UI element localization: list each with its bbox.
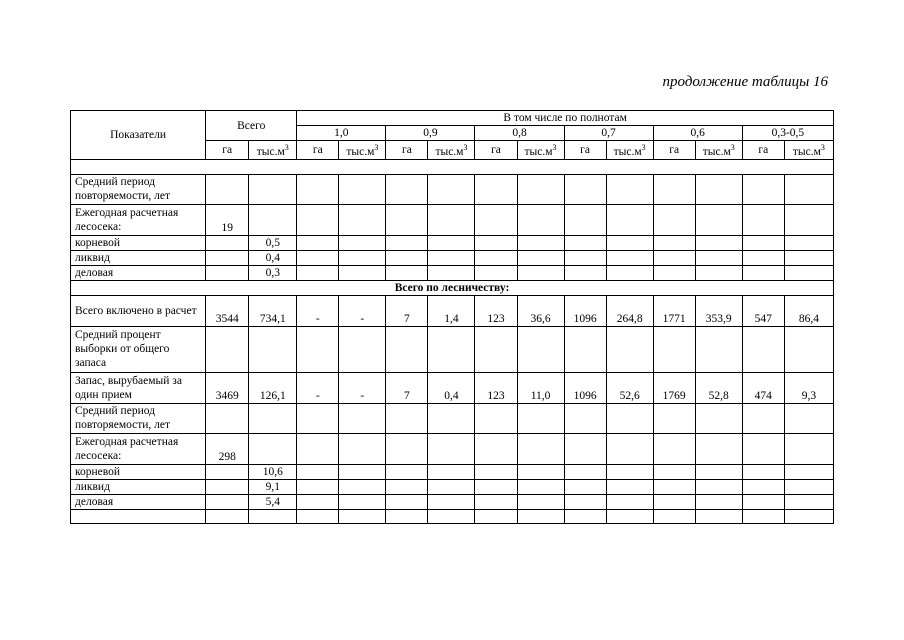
unit-volume-exponent: 3 [463, 143, 468, 152]
data-cell [517, 250, 564, 265]
data-cell: 9,1 [249, 479, 297, 494]
empty-cell [475, 509, 517, 523]
unit-volume-header [784, 141, 833, 160]
table-row [71, 372, 834, 403]
data-cell [742, 265, 784, 280]
data-cell [517, 265, 564, 280]
data-cell [339, 326, 386, 372]
data-cell: 11,0 [517, 372, 564, 403]
forestry-table [70, 110, 834, 524]
table-row [71, 204, 834, 235]
data-cell: 0,4 [428, 372, 475, 403]
data-cell [695, 403, 742, 433]
row-label: Средний период повторяемости, лет [71, 174, 206, 204]
density-header: 0,6 [653, 126, 742, 141]
data-cell [297, 326, 339, 372]
data-cell [206, 403, 249, 433]
data-cell [297, 250, 339, 265]
data-cell [517, 433, 564, 464]
data-cell [695, 479, 742, 494]
data-cell [475, 250, 517, 265]
empty-cell [784, 509, 833, 523]
data-cell [606, 235, 653, 250]
unit-volume-exponent: 3 [820, 143, 825, 152]
data-cell: 0,4 [249, 250, 297, 265]
row-label: Средний период повторяемости, лет [71, 403, 206, 433]
total-header: Всего [206, 111, 297, 141]
data-cell [606, 204, 653, 235]
data-cell [339, 235, 386, 250]
data-cell [297, 479, 339, 494]
data-cell [297, 235, 339, 250]
unit-ha-header: га [206, 141, 249, 160]
unit-volume-header [517, 141, 564, 160]
data-cell: 123 [475, 295, 517, 326]
data-cell [339, 433, 386, 464]
row-label: Всего включено в расчет [71, 295, 206, 326]
data-cell [517, 403, 564, 433]
data-cell [695, 433, 742, 464]
data-cell [784, 464, 833, 479]
table-row [71, 403, 834, 433]
data-cell [606, 403, 653, 433]
data-cell [297, 433, 339, 464]
data-cell [428, 204, 475, 235]
empty-cell [695, 509, 742, 523]
data-cell: 5,4 [249, 494, 297, 509]
row-label: корневой [71, 464, 206, 479]
section-row [71, 280, 834, 295]
data-cell: 298 [206, 433, 249, 464]
data-cell [475, 235, 517, 250]
data-cell [428, 235, 475, 250]
empty-cell [653, 509, 695, 523]
row-label: деловая [71, 494, 206, 509]
data-cell [386, 433, 428, 464]
table-caption: продолжение таблицы 16 [662, 74, 828, 90]
data-cell [339, 479, 386, 494]
table-row [71, 326, 834, 372]
data-cell: - [339, 372, 386, 403]
data-cell: 547 [742, 295, 784, 326]
row-label: Средний процент выборки от общего запаса [71, 326, 206, 372]
data-cell [742, 235, 784, 250]
data-cell [517, 326, 564, 372]
data-cell [564, 464, 606, 479]
data-cell [475, 494, 517, 509]
empty-row [71, 509, 834, 523]
table-row [71, 235, 834, 250]
data-cell [742, 433, 784, 464]
data-cell [475, 403, 517, 433]
data-cell [742, 326, 784, 372]
data-cell: 126,1 [249, 372, 297, 403]
data-cell [428, 265, 475, 280]
unit-volume-header [428, 141, 475, 160]
data-cell: 0,5 [249, 235, 297, 250]
data-cell [606, 464, 653, 479]
unit-ha-header: га [742, 141, 784, 160]
data-cell: 1096 [564, 295, 606, 326]
data-cell: 123 [475, 372, 517, 403]
data-cell [386, 235, 428, 250]
table-row [71, 494, 834, 509]
data-cell [606, 250, 653, 265]
table-row [71, 250, 834, 265]
empty-cell [339, 509, 386, 523]
data-cell: 0,3 [249, 265, 297, 280]
data-cell [339, 174, 386, 204]
data-cell [695, 204, 742, 235]
data-cell [695, 174, 742, 204]
data-cell [297, 265, 339, 280]
data-cell [517, 479, 564, 494]
data-cell [564, 174, 606, 204]
data-cell [428, 433, 475, 464]
empty-cell [71, 509, 206, 523]
data-cell [695, 494, 742, 509]
data-cell [297, 403, 339, 433]
data-cell [606, 433, 653, 464]
data-cell [428, 403, 475, 433]
data-cell: 1769 [653, 372, 695, 403]
data-cell [695, 464, 742, 479]
data-cell: 353,9 [695, 295, 742, 326]
data-cell [606, 326, 653, 372]
unit-ha-header: га [386, 141, 428, 160]
data-cell [742, 479, 784, 494]
indicators-header: Показатели [71, 111, 206, 160]
including-header: В том числе по полнотам [297, 111, 834, 126]
data-cell [206, 265, 249, 280]
unit-ha-header: га [297, 141, 339, 160]
data-cell [297, 494, 339, 509]
data-cell: 10,6 [249, 464, 297, 479]
data-cell [475, 265, 517, 280]
data-cell: 7 [386, 295, 428, 326]
row-label: корневой [71, 235, 206, 250]
data-cell [606, 494, 653, 509]
data-cell [653, 326, 695, 372]
data-cell [564, 433, 606, 464]
data-cell: 36,6 [517, 295, 564, 326]
data-cell [695, 235, 742, 250]
data-cell [742, 464, 784, 479]
unit-volume-header [339, 141, 386, 160]
data-cell [428, 494, 475, 509]
empty-cell [297, 509, 339, 523]
data-cell [606, 265, 653, 280]
data-cell: - [297, 372, 339, 403]
data-cell [475, 204, 517, 235]
unit-volume-text: тыс.м [435, 145, 464, 158]
unit-volume-text: тыс.м [702, 145, 731, 158]
row-label: Ежегодная расчетная лесосека: [71, 204, 206, 235]
data-cell [564, 265, 606, 280]
row-label: ликвид [71, 479, 206, 494]
data-cell [564, 403, 606, 433]
data-cell: 1771 [653, 295, 695, 326]
data-cell [606, 479, 653, 494]
data-cell [297, 204, 339, 235]
data-cell [428, 464, 475, 479]
data-cell: 86,4 [784, 295, 833, 326]
row-label: Запас, вырубаемый за один прием [71, 372, 206, 403]
empty-cell [249, 509, 297, 523]
empty-cell [386, 509, 428, 523]
unit-volume-text: тыс.м [613, 145, 642, 158]
data-cell: 52,6 [606, 372, 653, 403]
data-cell [564, 494, 606, 509]
unit-ha-header: га [475, 141, 517, 160]
data-cell [249, 403, 297, 433]
data-cell [653, 433, 695, 464]
data-cell [428, 174, 475, 204]
section-title: Всего по лесничеству: [71, 280, 834, 295]
data-cell [653, 403, 695, 433]
row-label: Ежегодная расчетная лесосека: [71, 433, 206, 464]
unit-volume-exponent: 3 [284, 143, 289, 152]
spacer-row [71, 159, 834, 174]
data-cell [517, 464, 564, 479]
data-cell [206, 250, 249, 265]
unit-ha-header: га [564, 141, 606, 160]
empty-cell [742, 509, 784, 523]
spacer-cell [71, 159, 834, 174]
data-cell [386, 403, 428, 433]
empty-cell [606, 509, 653, 523]
data-cell [386, 174, 428, 204]
data-cell [695, 265, 742, 280]
data-cell [206, 326, 249, 372]
data-cell [784, 479, 833, 494]
data-cell [517, 235, 564, 250]
data-cell [249, 204, 297, 235]
data-cell [695, 250, 742, 265]
data-cell [517, 174, 564, 204]
data-cell [297, 464, 339, 479]
data-cell [339, 494, 386, 509]
data-cell [428, 250, 475, 265]
data-cell: 474 [742, 372, 784, 403]
data-cell [517, 494, 564, 509]
empty-cell [517, 509, 564, 523]
data-cell [784, 235, 833, 250]
data-cell [428, 479, 475, 494]
data-cell [653, 174, 695, 204]
data-cell [386, 494, 428, 509]
data-cell [206, 174, 249, 204]
empty-cell [206, 509, 249, 523]
unit-ha-header: га [653, 141, 695, 160]
row-label: ликвид [71, 250, 206, 265]
table-row [71, 174, 834, 204]
data-cell: 19 [206, 204, 249, 235]
header-row-1 [71, 111, 834, 126]
data-cell [784, 326, 833, 372]
data-cell [742, 250, 784, 265]
unit-volume-exponent: 3 [641, 143, 646, 152]
unit-volume-text: тыс.м [524, 145, 553, 158]
data-cell [249, 433, 297, 464]
data-cell [339, 403, 386, 433]
table-row [71, 265, 834, 280]
data-cell [339, 250, 386, 265]
unit-volume-exponent: 3 [552, 143, 557, 152]
data-cell [206, 235, 249, 250]
data-cell [339, 265, 386, 280]
unit-volume-header [695, 141, 742, 160]
data-cell: - [339, 295, 386, 326]
data-cell [742, 204, 784, 235]
data-cell: 734,1 [249, 295, 297, 326]
data-cell [386, 479, 428, 494]
data-cell [475, 433, 517, 464]
data-cell: 3469 [206, 372, 249, 403]
data-cell [784, 174, 833, 204]
data-cell [206, 479, 249, 494]
data-cell [386, 464, 428, 479]
data-cell [517, 204, 564, 235]
density-header: 0,8 [475, 126, 564, 141]
unit-volume-header [249, 141, 297, 160]
empty-cell [428, 509, 475, 523]
data-cell [386, 326, 428, 372]
unit-volume-text: тыс.м [346, 145, 375, 158]
data-cell [206, 494, 249, 509]
data-cell [386, 250, 428, 265]
data-cell [784, 250, 833, 265]
data-cell [653, 494, 695, 509]
data-cell [475, 479, 517, 494]
data-cell: 1096 [564, 372, 606, 403]
data-cell [653, 464, 695, 479]
data-cell [564, 479, 606, 494]
data-cell [606, 174, 653, 204]
data-cell [564, 326, 606, 372]
unit-volume-exponent: 3 [374, 143, 379, 152]
data-cell [564, 235, 606, 250]
data-cell [475, 174, 517, 204]
data-cell [206, 464, 249, 479]
data-cell [564, 250, 606, 265]
data-cell [386, 204, 428, 235]
density-header: 1,0 [297, 126, 386, 141]
data-cell: 7 [386, 372, 428, 403]
data-cell [742, 494, 784, 509]
data-cell [653, 479, 695, 494]
table-row [71, 295, 834, 326]
data-cell [475, 326, 517, 372]
data-cell: 1,4 [428, 295, 475, 326]
data-cell [653, 235, 695, 250]
data-cell [475, 464, 517, 479]
empty-cell [564, 509, 606, 523]
data-cell [742, 403, 784, 433]
data-cell [784, 494, 833, 509]
data-cell [653, 265, 695, 280]
table-row [71, 479, 834, 494]
data-cell [742, 174, 784, 204]
unit-volume-header [606, 141, 653, 160]
unit-volume-text: тыс.м [256, 145, 285, 158]
data-cell: 52,8 [695, 372, 742, 403]
data-cell: 3544 [206, 295, 249, 326]
table-row [71, 464, 834, 479]
data-cell [297, 174, 339, 204]
data-cell [695, 326, 742, 372]
row-label: деловая [71, 265, 206, 280]
data-cell [653, 204, 695, 235]
data-cell [564, 204, 606, 235]
table-row [71, 433, 834, 464]
density-header: 0,9 [386, 126, 475, 141]
data-cell [784, 433, 833, 464]
data-cell [386, 265, 428, 280]
data-cell [784, 204, 833, 235]
data-cell [339, 204, 386, 235]
data-cell [339, 464, 386, 479]
data-cell [653, 250, 695, 265]
density-header: 0,3-0,5 [742, 126, 833, 141]
data-cell [784, 403, 833, 433]
unit-volume-exponent: 3 [730, 143, 735, 152]
data-cell [249, 326, 297, 372]
data-cell: 264,8 [606, 295, 653, 326]
data-cell: - [297, 295, 339, 326]
unit-volume-text: тыс.м [792, 145, 821, 158]
data-cell: 9,3 [784, 372, 833, 403]
data-cell [428, 326, 475, 372]
density-header: 0,7 [564, 126, 653, 141]
data-cell [784, 265, 833, 280]
data-cell [249, 174, 297, 204]
